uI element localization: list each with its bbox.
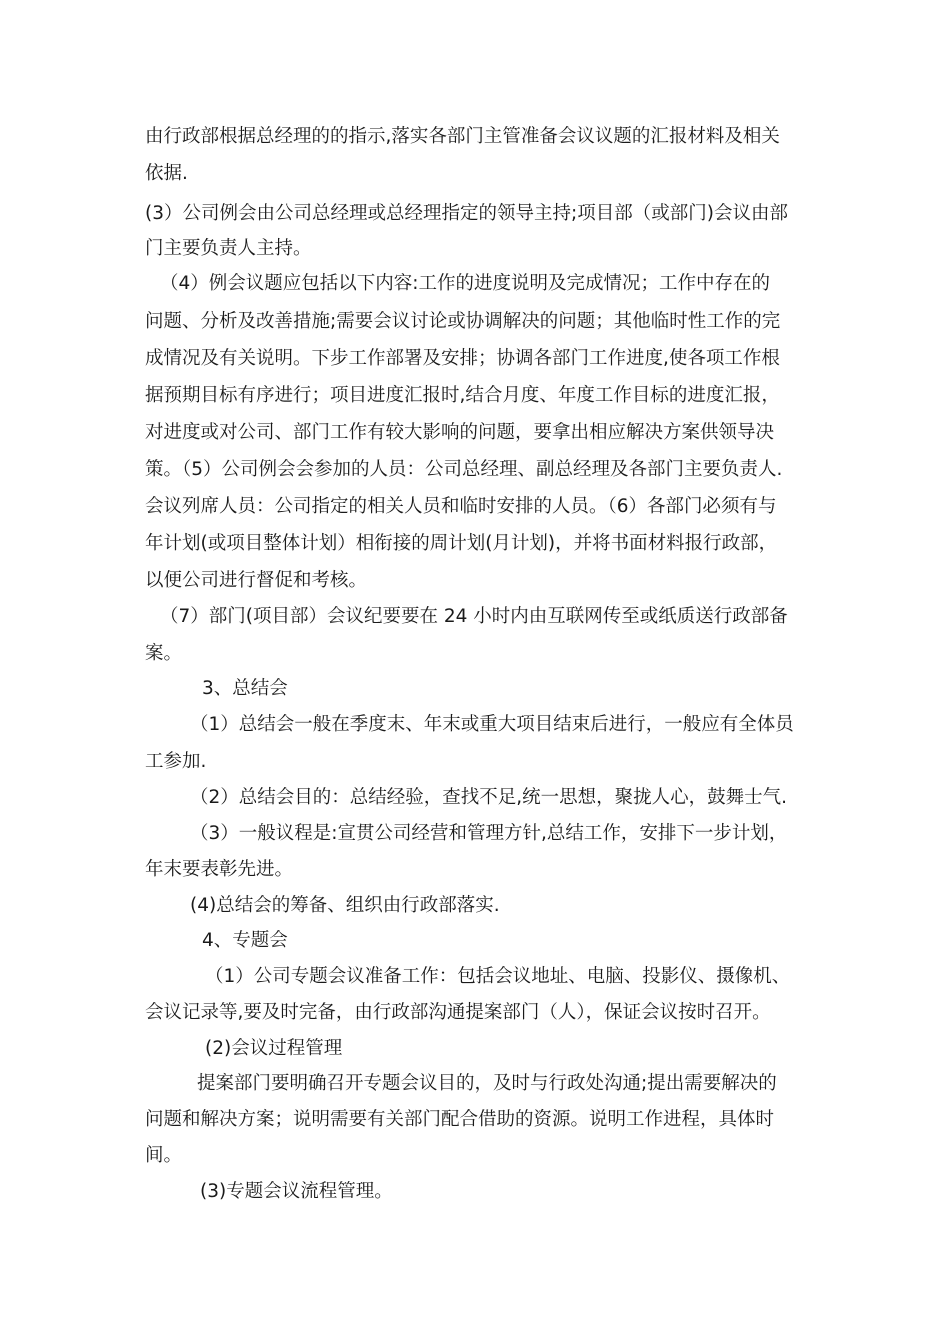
text-line: 会议记录等,要及时完备，由行政部沟通提案部门（人），保证会议按时召开。 — [145, 1002, 771, 1023]
text-line: 年末要表彰先进。 — [145, 859, 294, 880]
sub-heading: (3)专题会议流程管理。 — [200, 1181, 393, 1202]
text-line: 成情况及有关说明。下步工作部署及安排；协调各部门工作进度,使各项工作根 — [145, 348, 780, 369]
text-line: 依据. — [145, 163, 188, 184]
text-line: (4)总结会的筹备、组织由行政部落实. — [190, 895, 500, 916]
text-line: 以便公司进行督促和考核。 — [145, 570, 368, 591]
text-line: (3）公司例会由公司总经理或总经理指定的领导主持;项目部（或部门)会议由部 — [145, 203, 788, 224]
text-line: 门主要负责人主持。 — [145, 238, 312, 259]
text-line: 问题和解决方案；说明需要有关部门配合借助的资源。说明工作进程，具体时 — [145, 1109, 775, 1130]
text-line: （1）总结会一般在季度末、年末或重大项目结束后进行，一般应有全体员 — [190, 714, 794, 735]
text-line: 案。 — [145, 643, 183, 664]
text-line: 问题、分析及改善措施;需要会议讨论或协调解决的问题；其他临时性工作的完 — [145, 311, 781, 332]
sub-heading: (2)会议过程管理 — [205, 1038, 343, 1059]
section-heading: 3、总结会 — [202, 678, 288, 699]
text-line: 工参加. — [145, 751, 207, 772]
text-line: （4）例会议题应包括以下内容:工作的进度说明及完成情况；工作中存在的 — [160, 273, 771, 294]
text-line: 由行政部根据总经理的的指示,落实各部门主管准备会议议题的汇报材料及相关 — [145, 126, 780, 147]
text-line: 间。 — [145, 1145, 183, 1166]
text-line: 策。（5）公司例会会参加的人员：公司总经理、副总经理及各部门主要负责人. — [145, 459, 783, 480]
text-line: 提案部门要明确召开专题会议目的，及时与行政处沟通;提出需要解决的 — [197, 1073, 777, 1094]
text-line: （3）一般议程是:宣贯公司经营和管理方针,总结工作，安排下一步计划， — [190, 823, 788, 844]
text-line: （2）总结会目的：总结经验，查找不足,统一思想，聚拢人心，鼓舞士气. — [190, 787, 788, 808]
text-line: 年计划(或项目整体计划）相衔接的周计划(月计划)，并将书面材料报行政部， — [145, 533, 778, 554]
section-heading: 4、专题会 — [202, 930, 288, 951]
text-line: （1）公司专题会议准备工作：包括会议地址、电脑、投影仪、摄像机、 — [205, 966, 791, 987]
text-line: 据预期目标有序进行；项目进度汇报时,结合月度、年度工作目标的进度汇报， — [145, 385, 780, 406]
text-line: （7）部门(项目部）会议纪要要在 24 小时内由互联网传至或纸质送行政部备 — [160, 606, 788, 627]
text-line: 会议列席人员：公司指定的相关人员和临时安排的人员。（6）各部门必须有与 — [145, 496, 777, 517]
text-line: 对进度或对公司、部门工作有较大影响的问题，要拿出相应解决方案供领导决 — [145, 422, 775, 443]
